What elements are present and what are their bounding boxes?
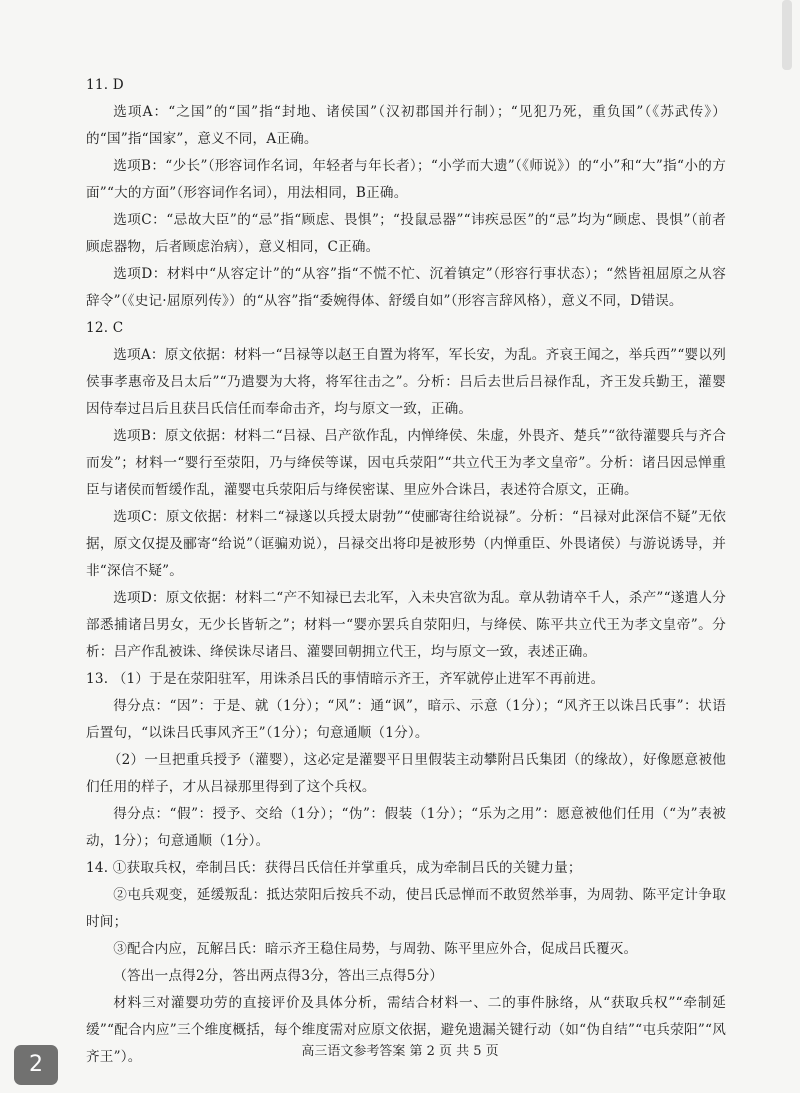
q12-option-a: 选项A：原文依据：材料一“吕禄等以赵王自置为将军，军长安，为乱。齐哀王闻之，举兵西”“婴以列侯事孝惠帝及吕太后”“乃遣婴为大将，将军往击之”。分析：吕后去世后吕禄作乱，齐王发兵勤王，灌婴因侍奉过吕后且获吕氏信任而奉命击齐，均与原文一致，正确。 (86, 347, 726, 417)
q11-option-c: 选项C：“忌故大臣”的“忌”指“顾虑、畏惧”；“投鼠忌器”“讳疾忌医”的“忌”均为“顾虑、畏惧”（前者顾虑器物，后者顾虑治病），意义相同，C正确。 (86, 212, 726, 255)
question-13 (86, 666, 726, 855)
page-number-badge[interactable]: 2 (14, 1045, 58, 1085)
q14-point-3: ③配合内应，瓦解吕氏：暗示齐王稳住局势，与周勃、陈平里应外合，促成吕氏覆灭。 (113, 941, 638, 957)
question-13-part-1: 13. （1）于是在荥阳驻军，用诛杀吕氏的事情暗示齐王，齐军就停止进军不再前进。 (86, 671, 605, 687)
question-14-point-1: 14. ①获取兵权，牵制吕氏：获得吕氏信任并掌重兵，成为牵制吕氏的关键力量； (86, 860, 582, 876)
question-12-number: 12. C (86, 320, 124, 336)
q11-option-a: 选项A：“之国”的“国”指“封地、诸侯国”（汉初郡国并行制）；“见犯乃死，重负国”（《苏武传》）的“国”指“国家”，意义不同，A正确。 (86, 104, 726, 147)
q11-option-b: 选项B：“少长”（形容词作名词，年轻者与年长者）；“小学而大遗”（《师说》）的“小”和“大”指“小的方面”“大的方面”（形容词作名词），用法相同，B正确。 (86, 158, 726, 201)
q13-part-2: （2）一旦把重兵授予（灌婴），这必定是灌婴平日里假装主动攀附吕氏集团（的缘故），好像愿意被他们任用的样子，才从吕禄那里得到了这个兵权。 (86, 752, 726, 795)
q12-option-b: 选项B：原文依据：材料二“吕禄、吕产欲作乱，内惮绛侯、朱虚，外畏齐、楚兵”“欲待灌婴兵与齐合而发”；材料一“婴行至荥阳，乃与绛侯等谋，因屯兵荥阳”“共立代王为孝文皇帝”。分析：诸吕因忌惮重臣与诸侯而暂缓作乱，灌婴屯兵荥阳后与绛侯密谋、里应外合诛吕，表述符合原文，正确。 (86, 428, 726, 498)
q13-part-1-scoring: 得分点：“因”：于是、就（1分）；“风”：通“讽”，暗示、示意（1分）；“风齐王以诛吕氏事”：状语后置句，“以诛吕氏事风齐王”（1分）；句意通顺（1分）。 (86, 698, 726, 741)
question-12 (86, 315, 726, 666)
question-14 (86, 855, 726, 1071)
question-11-number: 11. D (86, 77, 124, 93)
q14-analysis-note: 材料三对灌婴功劳的直接评价及具体分析，需结合材料一、二的事件脉络，从“获取兵权”“牵制延缓”“配合内应”三个维度概括，每个维度需对应原文依据，避免遗漏关键行动（如“伪自结”“屯兵荥阳”“风齐王”）。 (86, 995, 726, 1065)
question-11 (86, 72, 726, 315)
scrollbar[interactable] (782, 0, 792, 70)
answer-content (86, 72, 726, 1071)
q14-scoring: （答出一点得2分，答出两点得3分，答出三点得5分） (113, 968, 444, 984)
page-footer: 高三语文参考答案 第 2 页 共 5 页 (301, 1044, 499, 1059)
q14-point-2: ②屯兵观变，延缓叛乱：抵达荥阳后按兵不动，使吕氏忌惮而不敢贸然举事，为周勃、陈平定计争取时间； (86, 887, 726, 930)
q11-option-d: 选项D：材料中“从容定计”的“从容”指“不慌不忙、沉着镇定”（形容行事状态）；“然皆祖屈原之从容辞令”（《史记·屈原列传》）的“从容”指“委婉得体、舒缓自如”（形容言辞风格），意义不同，D错误。 (86, 266, 726, 309)
q13-part-2-scoring: 得分点：“假”：授予、交给（1分）；“伪”：假装（1分）；“乐为之用”：愿意被他们任用（“为”表被动，1分）；句意通顺（1分）。 (86, 806, 726, 849)
q12-option-c: 选项C：原文依据：材料二“禄遂以兵授太尉勃”“使郦寄往给说禄”。分析：“吕禄对此深信不疑”无依据，原文仅提及郦寄“给说”（诓骗劝说），吕禄交出将印是被形势（内惮重臣、外畏诸侯）与游说诱导，并非“深信不疑”。 (86, 509, 726, 579)
q12-option-d: 选项D：原文依据：材料二“产不知禄已去北军，入未央宫欲为乱。章从勃请卒千人，杀产”“遂遣人分部悉捕诸吕男女，无少长皆斩之”；材料一“婴亦罢兵自荥阳归，与绛侯、陈平共立代王为孝文皇帝”。分析：吕产作乱被诛、绛侯诛尽诸吕、灌婴回朝拥立代王，均与原文一致，表述正确。 (86, 590, 726, 660)
